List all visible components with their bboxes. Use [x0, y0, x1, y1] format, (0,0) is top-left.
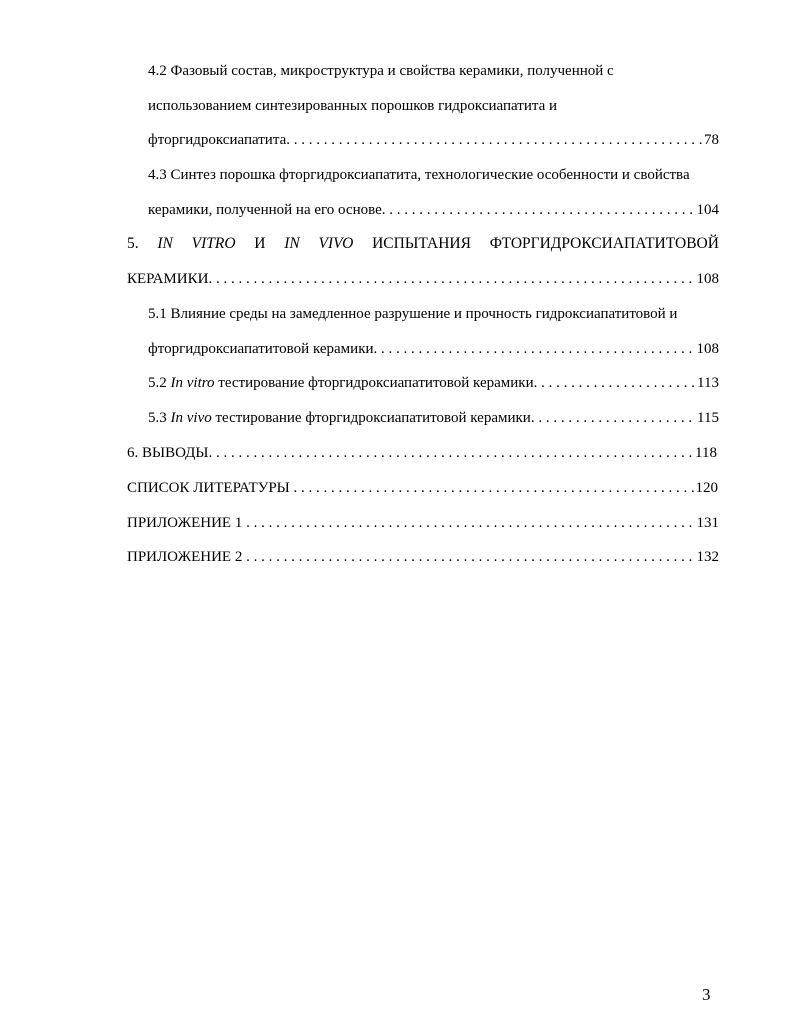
toc-4-3-line-2: [148, 201, 719, 219]
toc-4-2-title-end: фторгидроксиапатита: [148, 132, 287, 148]
toc-4-3-title-end: керамики, полученной на его основе: [148, 202, 382, 218]
chapter-6-title: 6. ВЫВОДЫ: [127, 445, 209, 461]
references-title: СПИСОК ЛИТЕРАТУРЫ: [127, 480, 290, 496]
toc-5-1-page: 108: [696, 341, 719, 357]
toc-5-3-number: 5.3: [148, 410, 167, 426]
toc-references: [127, 479, 718, 497]
toc-4-2-line-1: 4.2 Фазовый состав, микроструктура и свойства керамики, полученной с: [148, 63, 614, 79]
toc-4-2-line-3: [148, 131, 719, 149]
leader-dots: [209, 444, 695, 462]
toc-4-2-page: 78: [704, 132, 719, 148]
toc-5-2-italic: In vitro: [170, 375, 215, 391]
leader-dots: [374, 340, 696, 358]
toc-5-1-line-2: [148, 340, 719, 358]
appendix-1-title: ПРИЛОЖЕНИЕ 1: [127, 515, 243, 531]
toc-5-2-title: тестирование фторгидроксиапатитовой керамики: [218, 375, 534, 391]
chapter-5-word: ИСПЫТАНИЯ: [372, 235, 471, 252]
toc-5-1-line-1: 5.1 Влияние среды на замедленное разрушение и прочность гидроксиапатитовой и: [148, 306, 678, 322]
toc-5-1-title-end: фторгидроксиапатитовой керамики: [148, 341, 374, 357]
chapter-5-title-end: КЕРАМИКИ: [127, 271, 209, 287]
chapter-5-page: 108: [696, 271, 719, 287]
appendix-1-page: 131: [696, 515, 719, 531]
toc-5-3-page: 115: [697, 410, 719, 426]
appendix-2-title: ПРИЛОЖЕНИЕ 2: [127, 549, 243, 565]
toc-4-3-page: 104: [696, 202, 719, 218]
toc-4-2-line-2: использованием синтезированных порошков гидроксиапатита и: [148, 98, 558, 114]
toc-chapter-5-line-2: [127, 270, 719, 288]
toc-5-3: [148, 409, 719, 427]
chapter-5-number: 5.: [127, 235, 139, 252]
chapter-5-word: ФТОРГИДРОКСИАПАТИТОВОЙ: [489, 235, 719, 252]
toc-5-3-italic: In vivo: [170, 410, 212, 426]
leader-dots: [531, 409, 696, 427]
chapter-5-word: VIVO: [318, 235, 354, 252]
toc-5-2: [148, 374, 719, 392]
toc-chapter-6: [127, 444, 717, 462]
chapter-5-word: IN: [157, 235, 173, 252]
leader-dots: [534, 374, 696, 392]
references-page: 120: [695, 480, 718, 496]
leader-dots: [286, 131, 703, 149]
toc-4-3-line-1: 4.3 Синтез порошка фторгидроксиапатита, технологические особенности и свойства: [148, 167, 690, 183]
leader-dots: [246, 548, 695, 566]
leader-dots: [246, 514, 695, 532]
chapter-5-word: И: [254, 235, 266, 252]
chapter-5-word: IN: [284, 235, 300, 252]
chapter-6-page: 118: [695, 445, 717, 461]
toc-chapter-5-line-1: [127, 235, 719, 253]
toc-5-2-page: 113: [697, 375, 719, 391]
toc-appendix-2: [127, 548, 719, 566]
toc-5-3-title: тестирование фторгидроксиапатитовой керамики: [215, 410, 531, 426]
appendix-2-page: 132: [696, 549, 719, 565]
leader-dots: [208, 270, 695, 288]
toc-appendix-1: [127, 514, 719, 532]
chapter-5-word: VITRO: [191, 235, 236, 252]
leader-dots: [382, 201, 696, 219]
leader-dots: [294, 479, 695, 497]
toc-5-2-number: 5.2: [148, 375, 167, 391]
page-number: 3: [702, 985, 711, 1004]
